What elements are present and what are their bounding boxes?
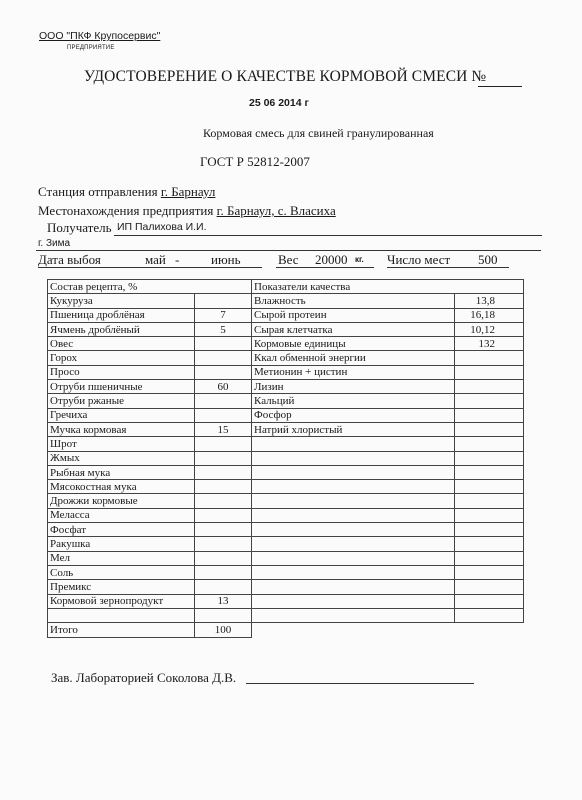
station-value: г. Барнаул: [160, 184, 216, 199]
amount-cell: 15: [195, 422, 252, 436]
table-row: [48, 537, 524, 551]
indicator-cell: [252, 523, 455, 537]
amount-cell: [195, 551, 252, 565]
indicator-cell: Лизин: [252, 380, 455, 394]
places-underline: [387, 267, 509, 268]
indicator-value-cell: 10,12: [455, 322, 524, 336]
location-label: Местонахождения предприятия: [38, 203, 214, 218]
indicator-cell: [252, 594, 455, 608]
table-row: [48, 551, 524, 565]
indicator-value-cell: [455, 523, 524, 537]
table-body: [48, 280, 524, 638]
recipient-value: ИП Палихова И.И.: [117, 221, 207, 233]
indicator-cell: Ккал обменной энергии: [252, 351, 455, 365]
table-row: [48, 422, 524, 436]
date-dash: -: [175, 252, 180, 267]
indicator-cell: [252, 451, 455, 465]
table-row: [48, 308, 524, 322]
recipient-city-underline: [36, 250, 541, 251]
amount-cell: [195, 351, 252, 365]
ingredient-cell: Ракушка: [48, 537, 195, 551]
weight-underline: [276, 267, 374, 268]
table-row: [48, 351, 524, 365]
indicator-cell: [252, 580, 455, 594]
product-name: Кормовая смесь для свиней гранулированная: [203, 126, 434, 140]
amount-cell: 5: [195, 322, 252, 336]
indicator-value-cell: [455, 508, 524, 522]
amount-cell: [195, 408, 252, 422]
date-underline: [38, 267, 262, 268]
amount-cell: [195, 608, 252, 622]
ingredient-cell: Меласса: [48, 508, 195, 522]
amount-cell: [195, 565, 252, 579]
indicator-value-cell: [455, 537, 524, 551]
indicator-cell: Фосфор: [252, 408, 455, 422]
total-value: 100: [195, 623, 252, 638]
ingredient-cell: [48, 608, 195, 622]
indicator-value-cell: [455, 408, 524, 422]
indicator-cell: [252, 508, 455, 522]
indicator-cell: [252, 565, 455, 579]
ingredient-cell: Мучка кормовая: [48, 422, 195, 436]
ingredient-cell: Кукуруза: [48, 294, 195, 308]
indicator-value-cell: [455, 465, 524, 479]
amount-cell: [195, 537, 252, 551]
recipient-city: г. Зима: [38, 238, 71, 249]
table-row: [48, 465, 524, 479]
location-row: [38, 203, 336, 219]
amount-cell: [195, 294, 252, 308]
indicator-value-cell: [455, 451, 524, 465]
indicator-cell: Влажность: [252, 294, 455, 308]
indicator-cell: [252, 465, 455, 479]
total-empty-cell: [252, 623, 524, 638]
ingredient-cell: Кормовой зернопродукт: [48, 594, 195, 608]
table-row: [48, 565, 524, 579]
indicator-cell: Сырая клетчатка: [252, 322, 455, 336]
table-row: [48, 294, 524, 308]
indicator-cell: [252, 608, 455, 622]
ingredient-cell: Соль: [48, 565, 195, 579]
amount-cell: [195, 394, 252, 408]
amount-cell: [195, 523, 252, 537]
places-label: Число мест: [387, 252, 451, 267]
table-row: [48, 437, 524, 451]
table-row: [48, 494, 524, 508]
table-row: [48, 337, 524, 351]
station-row: [38, 184, 215, 200]
total-row: [48, 623, 524, 638]
document-title: УДОСТОВЕРЕНИЕ О КАЧЕСТВЕ КОРМОВОЙ СМЕСИ №: [84, 68, 487, 85]
ingredient-cell: Рыбная мука: [48, 465, 195, 479]
table-row: [48, 408, 524, 422]
weight-label: Вес: [278, 252, 299, 267]
signature-line: [246, 683, 474, 684]
indicator-value-cell: [455, 565, 524, 579]
ingredient-cell: Просо: [48, 365, 195, 379]
table-row: [48, 480, 524, 494]
amount-cell: [195, 580, 252, 594]
amount-cell: [195, 508, 252, 522]
indicator-value-cell: [455, 437, 524, 451]
recipient-underline: [114, 235, 542, 236]
amount-cell: [195, 437, 252, 451]
table-row: [48, 322, 524, 336]
indicator-value-cell: [455, 580, 524, 594]
amount-cell: [195, 451, 252, 465]
ingredient-cell: Отруби пшеничные: [48, 380, 195, 394]
header-composition: Состав рецепта, %: [48, 280, 252, 294]
signature-label: Зав. Лабораторией Соколова Д.В.: [51, 670, 237, 685]
indicator-value-cell: [455, 551, 524, 565]
indicator-value-cell: [455, 380, 524, 394]
indicator-cell: [252, 537, 455, 551]
table-row: [48, 594, 524, 608]
indicator-cell: Метионин + цистин: [252, 365, 455, 379]
indicator-cell: Кормовые единицы: [252, 337, 455, 351]
ingredient-cell: Отруби ржаные: [48, 394, 195, 408]
ingredient-cell: Овес: [48, 337, 195, 351]
ingredient-cell: Фосфат: [48, 523, 195, 537]
location-value: г. Барнаул, с. Власиха: [216, 203, 336, 218]
indicator-value-cell: [455, 594, 524, 608]
indicator-value-cell: 132: [455, 337, 524, 351]
date-label: Дата выбоя: [38, 252, 101, 267]
recipient-label: Получатель: [47, 220, 112, 235]
table-row: [48, 380, 524, 394]
ingredient-cell: Шрот: [48, 437, 195, 451]
table-row: [48, 451, 524, 465]
amount-cell: [195, 365, 252, 379]
indicator-cell: [252, 437, 455, 451]
amount-cell: [195, 494, 252, 508]
ingredient-cell: Горох: [48, 351, 195, 365]
table-row: [48, 580, 524, 594]
weight-value: 20000: [315, 252, 348, 267]
composition-quality-table: [47, 279, 524, 638]
table-row: [48, 608, 524, 622]
indicator-cell: Кальций: [252, 394, 455, 408]
indicator-cell: Натрий хлористый: [252, 422, 455, 436]
table-row: [48, 508, 524, 522]
amount-cell: [195, 465, 252, 479]
ingredient-cell: Премикс: [48, 580, 195, 594]
gost-standard: ГОСТ Р 52812-2007: [200, 154, 310, 169]
ingredient-cell: Гречиха: [48, 408, 195, 422]
ingredient-cell: Пшеница дроблёная: [48, 308, 195, 322]
indicator-value-cell: [455, 422, 524, 436]
indicator-cell: Сырой протеин: [252, 308, 455, 322]
indicator-value-cell: [455, 365, 524, 379]
document-date: 25 06 2014 г: [249, 97, 309, 109]
date-to: июнь: [211, 252, 241, 267]
amount-cell: 7: [195, 308, 252, 322]
amount-cell: 13: [195, 594, 252, 608]
certificate-number-line: [478, 86, 522, 87]
company-subtitle: ПРЕДПРИЯТИЕ: [67, 45, 115, 51]
indicator-value-cell: 13,8: [455, 294, 524, 308]
ingredient-cell: Дрожжи кормовые: [48, 494, 195, 508]
station-label: Станция отправления: [38, 184, 158, 199]
indicator-value-cell: 16,18: [455, 308, 524, 322]
amount-cell: 60: [195, 380, 252, 394]
indicator-value-cell: [455, 494, 524, 508]
table-row: [48, 365, 524, 379]
indicator-value-cell: [455, 351, 524, 365]
weight-unit: кг.: [355, 255, 364, 264]
places-value: 500: [478, 252, 498, 267]
indicator-value-cell: [455, 394, 524, 408]
amount-cell: [195, 480, 252, 494]
indicator-value-cell: [455, 608, 524, 622]
ingredient-cell: Жмых: [48, 451, 195, 465]
company-name: ООО "ПКФ Крупосервис": [39, 30, 161, 42]
indicator-cell: [252, 480, 455, 494]
indicator-value-cell: [455, 480, 524, 494]
total-label: Итого: [48, 623, 195, 638]
indicator-cell: [252, 494, 455, 508]
header-quality: Показатели качества: [252, 280, 524, 294]
indicator-cell: [252, 551, 455, 565]
date-from: май: [145, 252, 166, 267]
table-row: [48, 523, 524, 537]
ingredient-cell: Мел: [48, 551, 195, 565]
amount-cell: [195, 337, 252, 351]
table-header-row: [48, 280, 524, 294]
ingredient-cell: Ячмень дроблёный: [48, 322, 195, 336]
table-row: [48, 394, 524, 408]
ingredient-cell: Мясокостная мука: [48, 480, 195, 494]
